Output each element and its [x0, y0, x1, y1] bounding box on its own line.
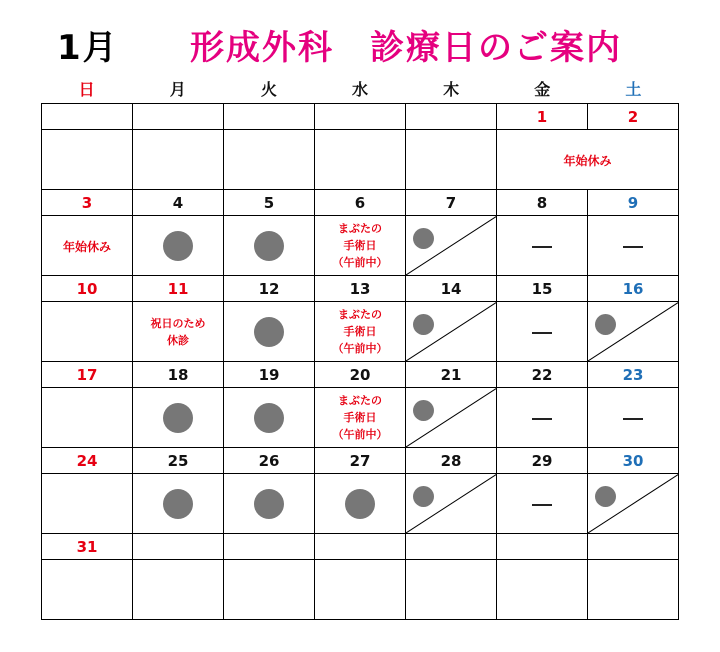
empty-cell — [406, 560, 497, 620]
half-day-icon — [406, 474, 496, 533]
calendar-grid — [41, 103, 679, 620]
note-line: （午前中） — [332, 342, 388, 355]
morning-circle-icon — [595, 314, 616, 335]
closed-dash-icon — [532, 504, 552, 506]
date-row — [42, 448, 679, 474]
full-day-circle-icon — [254, 489, 284, 519]
date-number: 16 — [588, 276, 679, 302]
morning-circle-icon — [413, 314, 434, 335]
closed-cell — [497, 216, 588, 276]
note-line: （午前中） — [332, 428, 388, 441]
date-number: 10 — [42, 276, 133, 302]
full-day-cell — [224, 216, 315, 276]
closed-dash-icon — [532, 418, 552, 420]
date-row — [42, 362, 679, 388]
note-line: まぶたの — [338, 394, 382, 407]
date-number: 12 — [224, 276, 315, 302]
schedule-row — [42, 474, 679, 534]
weekday-label: 土 — [625, 80, 642, 99]
note-cell — [315, 302, 406, 362]
date-number: 19 — [224, 362, 315, 388]
date-number: 7 — [406, 190, 497, 216]
full-day-cell — [315, 474, 406, 534]
full-day-cell — [133, 474, 224, 534]
note-line: まぶたの — [338, 222, 382, 235]
note-cell — [133, 302, 224, 362]
month-title: 1月 — [57, 28, 119, 68]
morning-circle-icon — [595, 486, 616, 507]
date-number — [588, 534, 679, 560]
holiday-label: 年始休み — [563, 154, 612, 168]
date-number: 26 — [224, 448, 315, 474]
holiday-cell — [497, 130, 679, 190]
half-day-cell — [406, 474, 497, 534]
half-day-cell — [406, 216, 497, 276]
weekday-header — [41, 78, 679, 102]
closed-cell — [588, 388, 679, 448]
full-day-cell — [224, 474, 315, 534]
morning-circle-icon — [413, 228, 434, 249]
date-row — [42, 104, 679, 130]
date-number: 15 — [497, 276, 588, 302]
weekday-label: 日 — [78, 80, 95, 99]
date-number: 3 — [42, 190, 133, 216]
date-number — [133, 534, 224, 560]
empty-cell — [42, 388, 133, 448]
full-day-cell — [224, 302, 315, 362]
date-number: 22 — [497, 362, 588, 388]
empty-cell — [315, 130, 406, 190]
empty-cell — [497, 560, 588, 620]
date-number: 8 — [497, 190, 588, 216]
closed-cell — [497, 474, 588, 534]
empty-cell — [224, 130, 315, 190]
date-number: 6 — [315, 190, 406, 216]
date-number — [42, 104, 133, 130]
half-day-icon — [406, 302, 496, 361]
date-number — [406, 104, 497, 130]
date-number: 29 — [497, 448, 588, 474]
full-day-circle-icon — [163, 231, 193, 261]
full-day-circle-icon — [345, 489, 375, 519]
date-number: 21 — [406, 362, 497, 388]
date-number — [133, 104, 224, 130]
half-day-cell — [588, 302, 679, 362]
note-line: （午前中） — [332, 256, 388, 269]
schedule-row — [42, 388, 679, 448]
weekday-label: 火 — [260, 80, 277, 99]
date-row — [42, 190, 679, 216]
date-number: 24 — [42, 448, 133, 474]
date-number: 13 — [315, 276, 406, 302]
note-line: 手術日 — [343, 325, 377, 338]
date-number: 4 — [133, 190, 224, 216]
half-day-icon — [588, 474, 678, 533]
date-row — [42, 276, 679, 302]
full-day-circle-icon — [254, 317, 284, 347]
morning-circle-icon — [413, 486, 434, 507]
note-line: 祝日のため — [150, 316, 206, 330]
schedule-row — [42, 560, 679, 620]
closed-cell — [497, 388, 588, 448]
closed-dash-icon — [532, 332, 552, 334]
date-number: 30 — [588, 448, 679, 474]
date-number — [497, 534, 588, 560]
weekday-label: 水 — [351, 80, 368, 99]
date-number — [406, 534, 497, 560]
full-day-circle-icon — [254, 231, 284, 261]
date-number — [224, 534, 315, 560]
full-day-cell — [224, 388, 315, 448]
full-day-cell — [133, 216, 224, 276]
date-number: 20 — [315, 362, 406, 388]
empty-cell — [133, 560, 224, 620]
holiday-cell — [42, 216, 133, 276]
date-number: 2 — [588, 104, 679, 130]
weekday-label: 金 — [534, 80, 551, 99]
half-day-icon — [406, 216, 496, 275]
half-day-icon — [588, 302, 678, 361]
schedule-row — [42, 302, 679, 362]
closed-cell — [588, 216, 679, 276]
note-line: 手術日 — [343, 239, 377, 252]
date-number: 28 — [406, 448, 497, 474]
date-number — [315, 534, 406, 560]
closed-dash-icon — [623, 246, 643, 248]
empty-cell — [42, 130, 133, 190]
holiday-label: 年始休み — [62, 240, 111, 254]
date-number: 27 — [315, 448, 406, 474]
page-title: 形成外科 診療日のご案内 — [190, 28, 622, 68]
date-number: 17 — [42, 362, 133, 388]
closed-dash-icon — [623, 418, 643, 420]
half-day-cell — [406, 302, 497, 362]
note-cell — [315, 388, 406, 448]
full-day-circle-icon — [163, 403, 193, 433]
full-day-circle-icon — [254, 403, 284, 433]
morning-circle-icon — [413, 400, 434, 421]
note-cell — [315, 216, 406, 276]
date-number: 25 — [133, 448, 224, 474]
half-day-cell — [588, 474, 679, 534]
empty-cell — [315, 560, 406, 620]
date-number — [315, 104, 406, 130]
empty-cell — [42, 302, 133, 362]
closed-cell — [497, 302, 588, 362]
note-line: まぶたの — [338, 308, 382, 321]
date-number: 1 — [497, 104, 588, 130]
empty-cell — [406, 130, 497, 190]
full-day-circle-icon — [163, 489, 193, 519]
empty-cell — [224, 560, 315, 620]
date-number: 11 — [133, 276, 224, 302]
closed-dash-icon — [532, 246, 552, 248]
schedule-row — [42, 130, 679, 190]
empty-cell — [588, 560, 679, 620]
half-day-cell — [406, 388, 497, 448]
full-day-cell — [133, 388, 224, 448]
note-line: 手術日 — [343, 411, 377, 424]
date-number: 23 — [588, 362, 679, 388]
note-line: 休診 — [167, 333, 189, 347]
date-number: 5 — [224, 190, 315, 216]
date-number: 14 — [406, 276, 497, 302]
date-number: 31 — [42, 534, 133, 560]
empty-cell — [42, 474, 133, 534]
weekday-label: 月 — [169, 80, 186, 99]
date-number: 18 — [133, 362, 224, 388]
date-row — [42, 534, 679, 560]
empty-cell — [133, 130, 224, 190]
date-number — [224, 104, 315, 130]
schedule-row — [42, 216, 679, 276]
half-day-icon — [406, 388, 496, 447]
weekday-label: 木 — [443, 80, 460, 99]
date-number: 9 — [588, 190, 679, 216]
empty-cell — [42, 560, 133, 620]
